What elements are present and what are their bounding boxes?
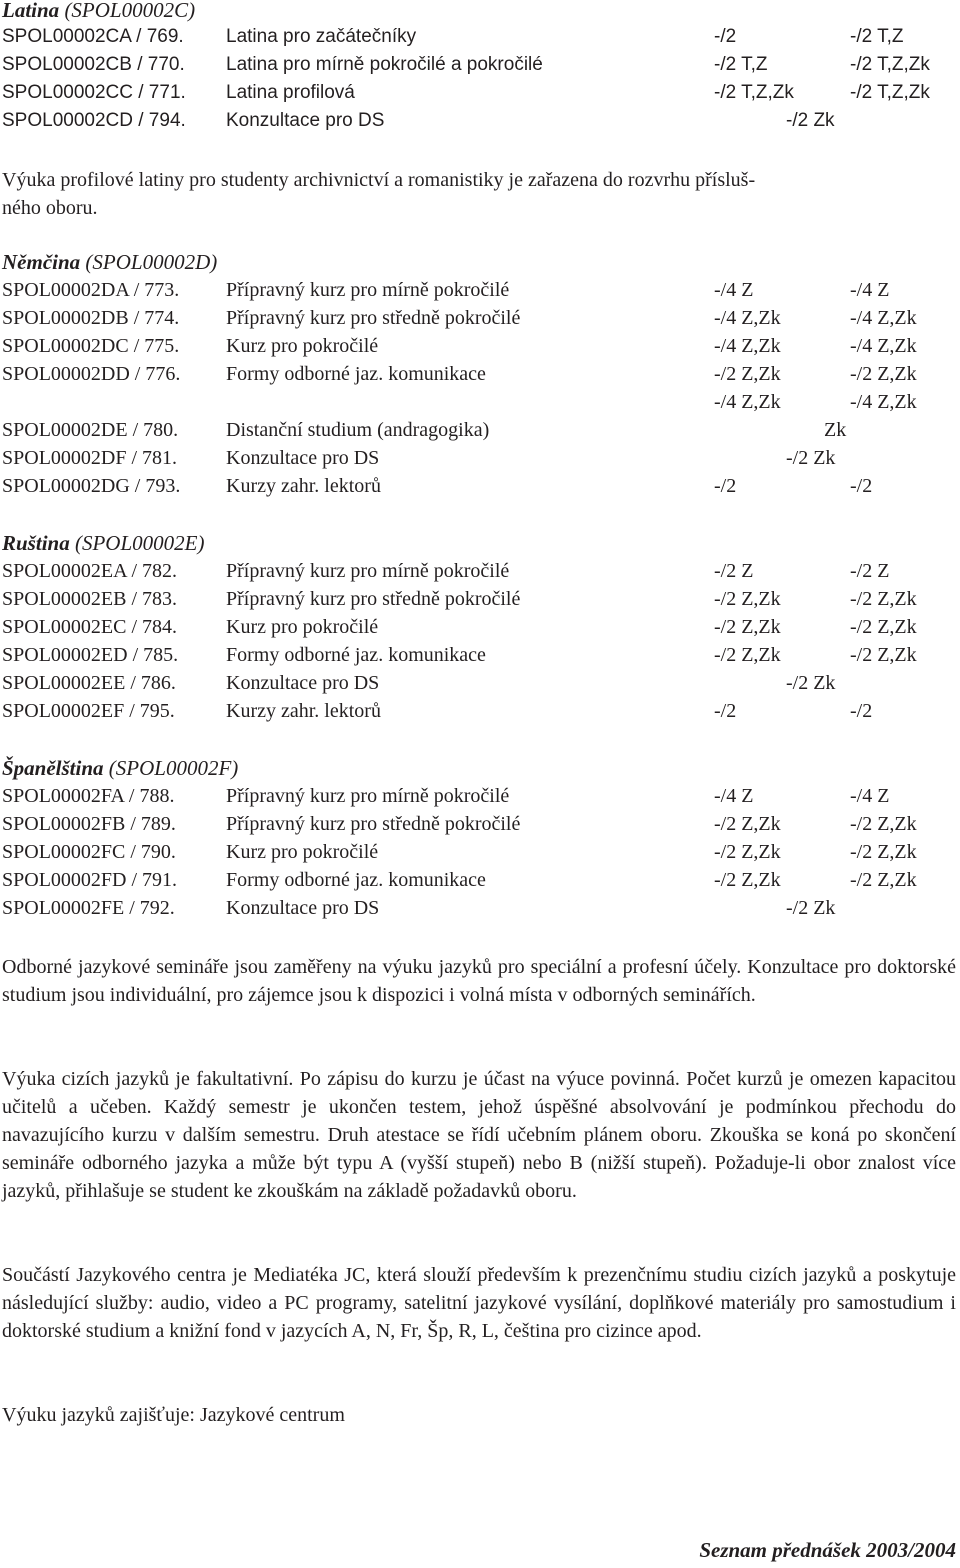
course-name: Přípravný kurz pro mírně pokročilé (226, 560, 510, 582)
section-name: Španělština (2, 756, 104, 780)
course-name: Kurzy zahr. lektorů (226, 700, 381, 722)
course-row (0, 335, 960, 363)
course-summer: -/2 Z,Zk (850, 869, 917, 891)
course-row (0, 813, 960, 841)
course-row (0, 700, 960, 728)
latina-note-line-1: Výuka profilové latiny pro studenty archivnictví a romanistiky je zařazena do rozvrhu přísluš- (2, 169, 756, 191)
section-heading-spanelstina (2, 756, 238, 781)
course-code: SPOL00002ED / 785. (2, 644, 179, 666)
section-code: (SPOL00002E) (74, 531, 205, 555)
course-summer: -/2 T,Z,Zk (850, 54, 930, 75)
course-winter: -/2 (714, 475, 737, 497)
course-summer: -/2 T,Z,Zk (850, 82, 930, 103)
course-name: Přípravný kurz pro středně pokročilé (226, 307, 521, 329)
course-winter: -/2 Z,Zk (714, 363, 781, 385)
course-code: SPOL00002DB / 774. (2, 307, 180, 329)
course-both: -/2 Zk (786, 110, 835, 131)
course-code: SPOL00002DF / 781. (2, 447, 178, 469)
section-code: (SPOL00002D) (85, 250, 218, 274)
course-code: SPOL00002CA / 769. (2, 26, 184, 47)
section-name: Němčina (2, 250, 81, 274)
course-summer: -/2 Z,Zk (850, 841, 917, 863)
course-code: SPOL00002EB / 783. (2, 588, 178, 610)
course-summer: -/2 Z,Zk (850, 616, 917, 638)
course-name: Přípravný kurz pro mírně pokročilé (226, 279, 510, 301)
course-summer: -/2 Z,Zk (850, 813, 917, 835)
course-code: SPOL00002FA / 788. (2, 785, 175, 807)
course-summer: -/4 Z,Zk (850, 307, 917, 329)
paragraph-mediatheque: Součástí Jazykového centra je Mediatéka JC, která slouží především k prezenčnímu studiu cizích jazyků a poskytuje následující služby: audio, video a PC programy, satelitní jazykové vysílání, doplňkové materiály pro samostudium i doktorské studium a knižní fond v jazycích A, N, Fr, Šp, R, L, čeština pro cizince apod. (2, 1264, 956, 1342)
course-winter: -/2 T,Z (714, 54, 768, 75)
course-row (0, 475, 960, 503)
course-name: Konzultace pro DS (226, 897, 380, 919)
course-name: Latina profilová (226, 82, 355, 103)
course-summer: -/2 Z (850, 560, 890, 582)
course-name: Konzultace pro DS (226, 447, 380, 469)
course-code: SPOL00002EF / 795. (2, 700, 175, 722)
latina-note-line-2: ného oboru. (2, 197, 98, 219)
course-row (0, 419, 960, 447)
course-summer: -/2 Z,Zk (850, 644, 917, 666)
course-winter: -/2 T,Z,Zk (714, 82, 794, 103)
course-winter: -/2 Z,Zk (714, 616, 781, 638)
course-code: SPOL00002DC / 775. (2, 335, 180, 357)
course-name: Formy odborné jaz. komunikace (226, 869, 486, 891)
course-code: SPOL00002DA / 773. (2, 279, 180, 301)
course-winter: -/2 (714, 26, 737, 47)
course-winter: -/4 Z,Zk (714, 335, 781, 357)
section-heading-nemcina (2, 250, 217, 275)
course-row (0, 447, 960, 475)
course-code: SPOL00002CB / 770. (2, 54, 185, 75)
course-winter: -/2 Z,Zk (714, 869, 781, 891)
course-winter: -/2 Z (714, 560, 754, 582)
course-winter: -/4 Z (714, 279, 754, 301)
course-row (0, 279, 960, 307)
course-summer: -/4 Z,Zk (850, 391, 917, 413)
course-winter: -/4 Z,Zk (714, 391, 781, 413)
course-summer: -/2 Z,Zk (850, 588, 917, 610)
course-name: Konzultace pro DS (226, 672, 380, 694)
section-name: Latina (2, 0, 60, 22)
course-name: Latina pro mírně pokročilé a pokročilé (226, 54, 543, 75)
course-name: Formy odborné jaz. komunikace (226, 363, 486, 385)
course-both: Zk (824, 419, 847, 441)
course-row (0, 897, 960, 925)
course-name: Kurzy zahr. lektorů (226, 475, 381, 497)
course-winter: -/4 Z (714, 785, 754, 807)
course-row (0, 560, 960, 588)
course-name: Přípravný kurz pro středně pokročilé (226, 588, 521, 610)
course-name: Přípravný kurz pro středně pokročilé (226, 813, 521, 835)
course-name: Kurz pro pokročilé (226, 616, 379, 638)
course-winter: -/2 Z,Zk (714, 813, 781, 835)
course-code: SPOL00002CD / 794. (2, 110, 186, 131)
course-row (0, 82, 960, 110)
course-code: SPOL00002EE / 786. (2, 672, 176, 694)
course-row (0, 869, 960, 897)
course-row (0, 644, 960, 672)
course-row (0, 26, 960, 54)
course-winter: -/2 Z,Zk (714, 841, 781, 863)
course-row (0, 616, 960, 644)
section-name: Ruština (2, 531, 70, 555)
course-summer: -/2 T,Z (850, 26, 904, 47)
course-winter: -/2 Z,Zk (714, 644, 781, 666)
course-code: SPOL00002DE / 780. (2, 419, 179, 441)
course-name: Kurz pro pokročilé (226, 335, 379, 357)
course-both: -/2 Zk (786, 672, 836, 694)
section-heading-rustina (2, 531, 204, 556)
latina-note (2, 166, 956, 222)
course-row (0, 588, 960, 616)
paragraph-seminars: Odborné jazykové semináře jsou zaměřeny na výuku jazyků pro speciální a profesní účely. Konzultace pro doktorské studium jsou individuální, pro zájemce jsou k dispozici i volná místa v odborných seminářích. (2, 956, 956, 1006)
course-code: SPOL00002CC / 771. (2, 82, 186, 103)
course-name: Formy odborné jaz. komunikace (226, 644, 486, 666)
course-row (0, 307, 960, 335)
section-code: (SPOL00002F) (108, 756, 239, 780)
paragraph-provider: Výuku jazyků zajišťuje: Jazykové centrum (2, 1404, 345, 1426)
course-name: Přípravný kurz pro mírně pokročilé (226, 785, 510, 807)
course-row-continued (0, 391, 960, 419)
course-winter: -/4 Z,Zk (714, 307, 781, 329)
course-code: SPOL00002FB / 789. (2, 813, 176, 835)
course-both: -/2 Zk (786, 897, 836, 919)
course-summer: -/2 (850, 700, 873, 722)
course-row (0, 841, 960, 869)
course-name: Konzultace pro DS (226, 110, 385, 131)
course-summer: -/2 Z,Zk (850, 363, 917, 385)
course-code: SPOL00002EC / 784. (2, 616, 178, 638)
course-summer: -/4 Z (850, 279, 890, 301)
course-name: Latina pro začátečníky (226, 26, 417, 47)
course-row (0, 672, 960, 700)
paragraph-rules: Výuka cizích jazyků je fakultativní. Po zápisu do kurzu je účast na výuce povinná. Počet kurzů je omezen kapacitou učitelů a učeben. Každý semestr je ukončen testem, jehož úspěšné absolvování je podmínkou přechodu do navazujícího kurzu v dalším semestru. Druh atestace se řídí učebním plánem oboru. Zkouška se koná po skončení semináře odborného jazyka a může být typu A (vyšší stupeň) nebo B (nižší stupeň). Požaduje-li obor znalost více jazyků, přihlašuje se student ke zkouškám na základě požadavků oboru. (2, 1068, 956, 1202)
course-row (0, 110, 960, 138)
course-summer: -/2 (850, 475, 873, 497)
course-row (0, 54, 960, 82)
section-heading-latina (2, 0, 195, 23)
course-code: SPOL00002DG / 793. (2, 475, 181, 497)
course-name: Kurz pro pokročilé (226, 841, 379, 863)
course-both: -/2 Zk (786, 447, 836, 469)
course-summer: -/4 Z,Zk (850, 335, 917, 357)
course-code: SPOL00002FC / 790. (2, 841, 176, 863)
course-summer: -/4 Z (850, 785, 890, 807)
course-row (0, 785, 960, 813)
course-code: SPOL00002FE / 792. (2, 897, 175, 919)
course-row (0, 363, 960, 391)
section-code: (SPOL00002C) (64, 0, 196, 22)
course-winter: -/2 (714, 700, 737, 722)
course-code: SPOL00002DD / 776. (2, 363, 181, 385)
course-code: SPOL00002EA / 782. (2, 560, 178, 582)
page-footer: Seznam přednášek 2003/2004 (699, 1538, 956, 1562)
course-winter: -/2 Z,Zk (714, 588, 781, 610)
course-code: SPOL00002FD / 791. (2, 869, 178, 891)
course-name: Distanční studium (andragogika) (226, 419, 490, 441)
